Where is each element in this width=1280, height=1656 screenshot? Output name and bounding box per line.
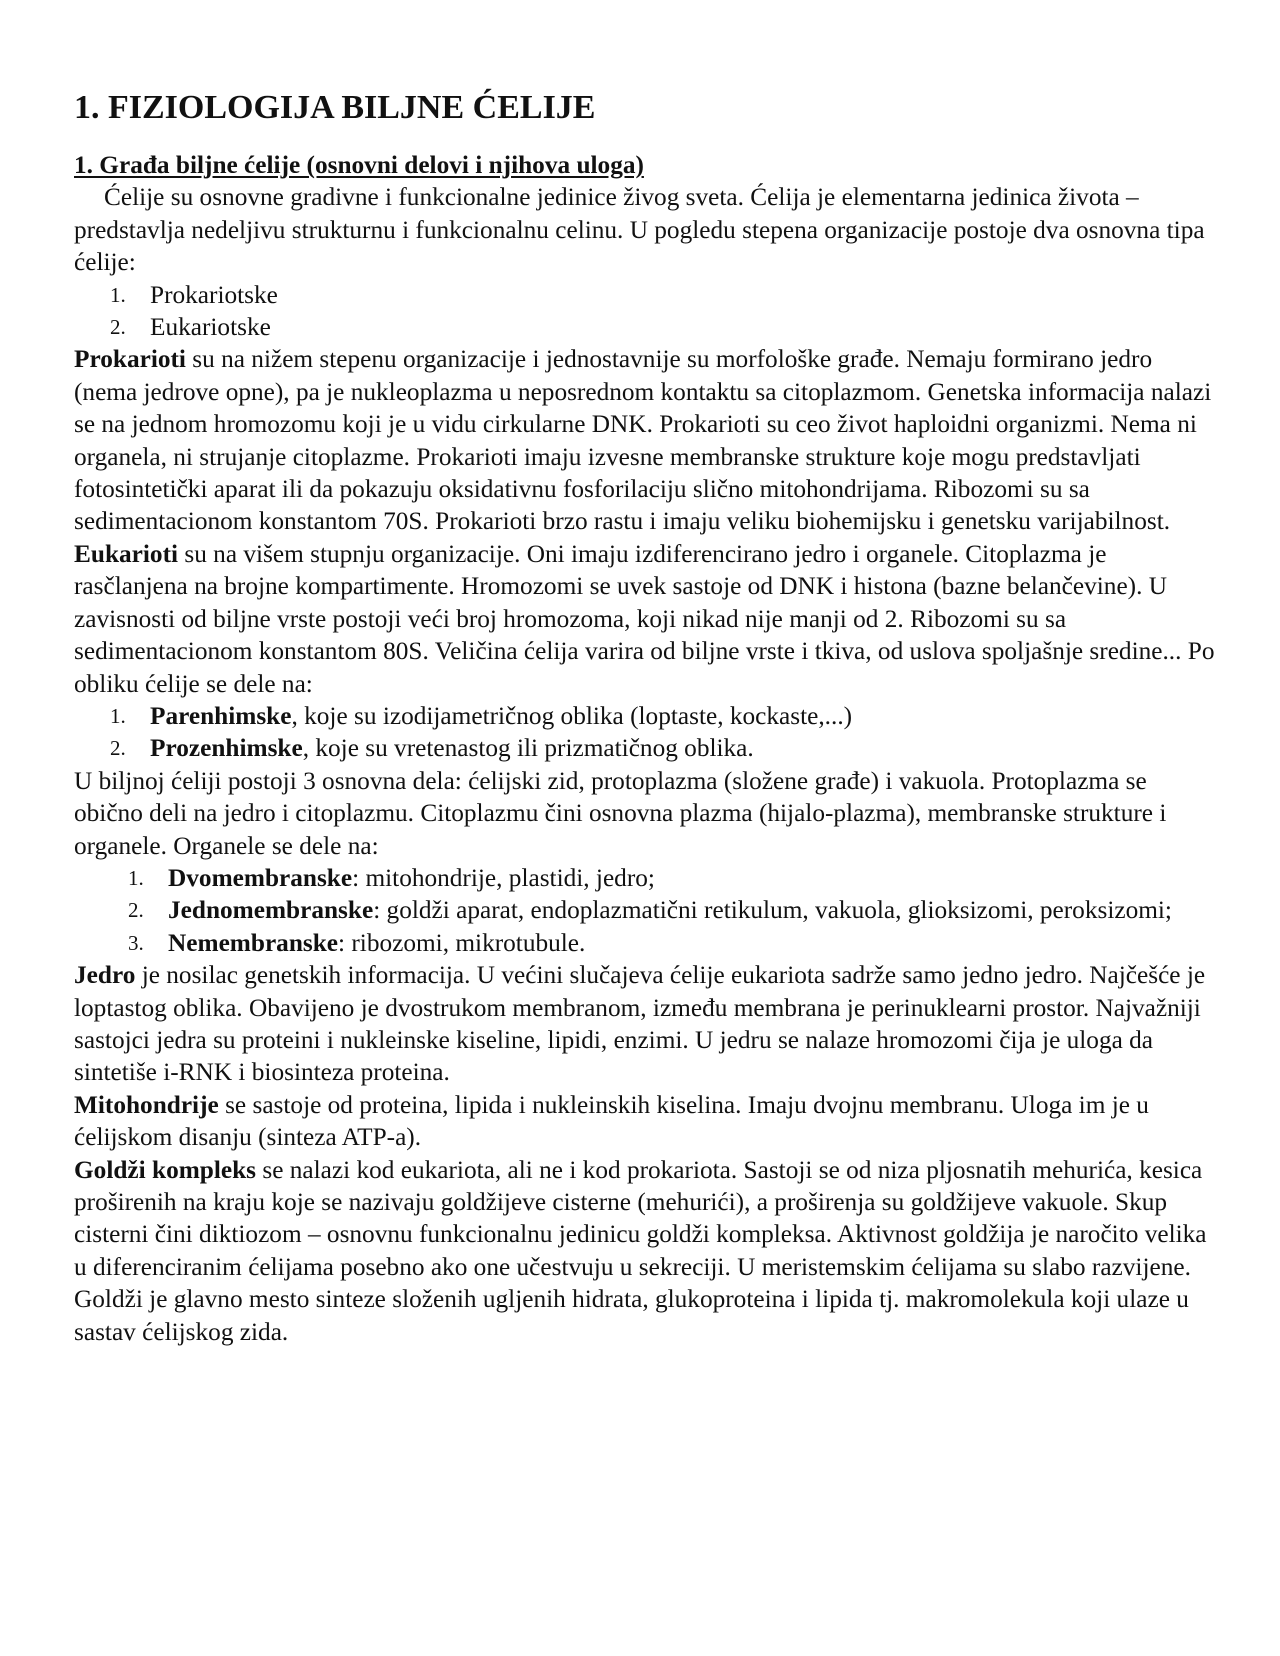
- paragraph-text: je nosilac genetskih informacija. U većini slučajeva ćelije eukariota sadrže samo jedno jedro. Najčešće je loptastog oblika. Obavijeno je dvostrukom membranom, između membrana je perinuklearni prostor. Najvažniji sastojci jedra su proteini i nukleinske kiseline, lipidi, enzimi. U jedru se nalaze hromozomi čija je uloga da sintetiše i-RNK i biosinteza proteina.: [74, 961, 1206, 1087]
- list-number: 1.: [110, 282, 126, 307]
- list-number: 2.: [110, 315, 126, 340]
- term-bold: Parenhimske: [150, 701, 292, 730]
- list-number: 3.: [128, 930, 144, 955]
- list-item: [74, 894, 1220, 926]
- term-bold: Eukarioti: [74, 539, 179, 568]
- list-text: : goldži aparat, endoplazmatični retikulum, vakuola, glioksizomi, peroksizomi;: [373, 896, 1172, 925]
- eukarioti-paragraph: [74, 538, 1220, 700]
- list-item: [74, 927, 1220, 959]
- list-number: 2.: [128, 898, 144, 923]
- list-text: : mitohondrije, plastidi, jedro;: [352, 863, 655, 892]
- paragraph-text: su na nižem stepenu organizacije i jednostavnije su morfološke građe. Nemaju formirano jedro (nema jedrove opne), pa je nukleoplazma u neposrednom kontaktu sa citoplazmom. Genetska informacija nalazi se na jednom hromozomu koji je u vidu cirkularne DNK. Prokarioti su ceo život haploidni organizmi. Nema ni organela, ni strujanje citoplazme. Prokarioti imaju izvesne membranske strukture koje mogu predstavljati fotosintetički aparat ili da pokazuju oksidativnu fosforilaciju slično mitohondrijama. Ribozomi su sa sedimentacionom konstantom 70S. Prokarioti brzo rastu i imaju veliku biohemijsku i genetsku varijabilnost.: [74, 345, 1212, 536]
- term-bold: Goldži kompleks: [74, 1155, 257, 1184]
- term-bold: Nemembranske: [168, 928, 339, 957]
- list-number: 2.: [110, 736, 126, 761]
- section-heading: 1. Građa biljne ćelije (osnovni delovi i njihova uloga): [74, 151, 644, 179]
- mitohondrije-paragraph: [74, 1089, 1220, 1154]
- list-item: [74, 700, 1220, 732]
- term-bold: Jednomembranske: [168, 896, 374, 925]
- prokarioti-paragraph: [74, 343, 1220, 537]
- list-item: [74, 279, 1220, 311]
- list-text: , koje su vretenastog ili prizmatičnog oblika.: [302, 734, 754, 763]
- term-bold: Prozenhimske: [150, 734, 303, 763]
- list-item: [74, 311, 1220, 343]
- paragraph-text: se sastoje od proteina, lipida i nukleinskih kiselina. Imaju dvojnu membranu. Uloga im je u ćelijskom disanju (sinteza ATP-a).: [74, 1090, 1149, 1152]
- term-bold: Prokarioti: [74, 345, 186, 374]
- paragraph-text: su na višem stupnju organizacije. Oni imaju izdiferencirano jedro i organele. Citoplazma je rasčlanjena na brojne kompartimente. Hromozomi se uvek sastoje od DNK i histona (bazne belančevine). U zavisnosti od biljne vrste postoji veći broj hromozoma, koji nikad nije manji od 2. Ribozomi su sa sedimentacionom konstantom 80S. Veličina ćelija varira od biljne vrste i tkiva, od uslova spoljašnje sredine... Po obliku ćelije se dele na:: [74, 539, 1215, 698]
- organelles-list: [74, 862, 1220, 959]
- term-bold: Dvomembranske: [168, 863, 353, 892]
- list-item: [74, 732, 1220, 764]
- list-number: 1.: [128, 865, 144, 890]
- term-bold: Mitohondrije: [74, 1090, 219, 1119]
- list-item: [74, 862, 1220, 894]
- list-text: Eukariotske: [150, 313, 271, 342]
- intro-paragraph: Ćelije su osnovne gradivne i funkcionalne jedinice živog sveta. Ćelija je elementarna jedinica života – predstavlja nedeljivu strukturnu i funkcionalnu celinu. U pogledu stepena organizacije postoje dva osnovna tipa ćelije:: [74, 183, 1205, 277]
- cell-types-list: [74, 279, 1220, 344]
- goldzi-paragraph: [74, 1154, 1220, 1348]
- list-text: Prokariotske: [150, 280, 278, 309]
- list-number: 1.: [110, 703, 126, 728]
- term-bold: Jedro: [74, 961, 136, 990]
- list-text: : ribozomi, mikrotubule.: [338, 928, 586, 957]
- jedro-paragraph: [74, 959, 1220, 1089]
- list-text: , koje su izodijametričnog oblika (loptaste, kockaste,...): [291, 701, 853, 730]
- document-title: 1. FIZIOLOGIJA BILJNE ĆELIJE: [74, 89, 596, 126]
- paragraph-text: se nalazi kod eukariota, ali ne i kod prokariota. Sastoji se od niza pljosnatih mehurića, kesica proširenih na kraju koje se nazivaju goldžijeve cisterne (mehurići), a proširenja su goldžijeve vakuole. Skup cisterni čini diktiozom – osnovnu funkcionalnu jedinicu goldži kompleksa. Aktivnost goldžija je naročito velika u diferenciranim ćelijama posebno ako one učestvuju u sekreciji. U meristemskim ćelijama su slabo razvijene. Goldži je glavno mesto sinteze složenih ugljenih hidrata, glukoproteina i lipida tj. makromolekula koji ulaze u sastav ćelijskog zida.: [74, 1155, 1207, 1346]
- cell-shapes-list: [74, 700, 1220, 765]
- cell-parts-paragraph: U biljnoj ćeliji postoji 3 osnovna dela: ćelijski zid, protoplazma (složene građe) i vakuola. Protoplazma se obično deli na jedro i citoplazmu. Citoplazmu čini osnovna plazma (hijalo-plazma), membranske strukture i organele. Organele se dele na:: [74, 766, 1167, 860]
